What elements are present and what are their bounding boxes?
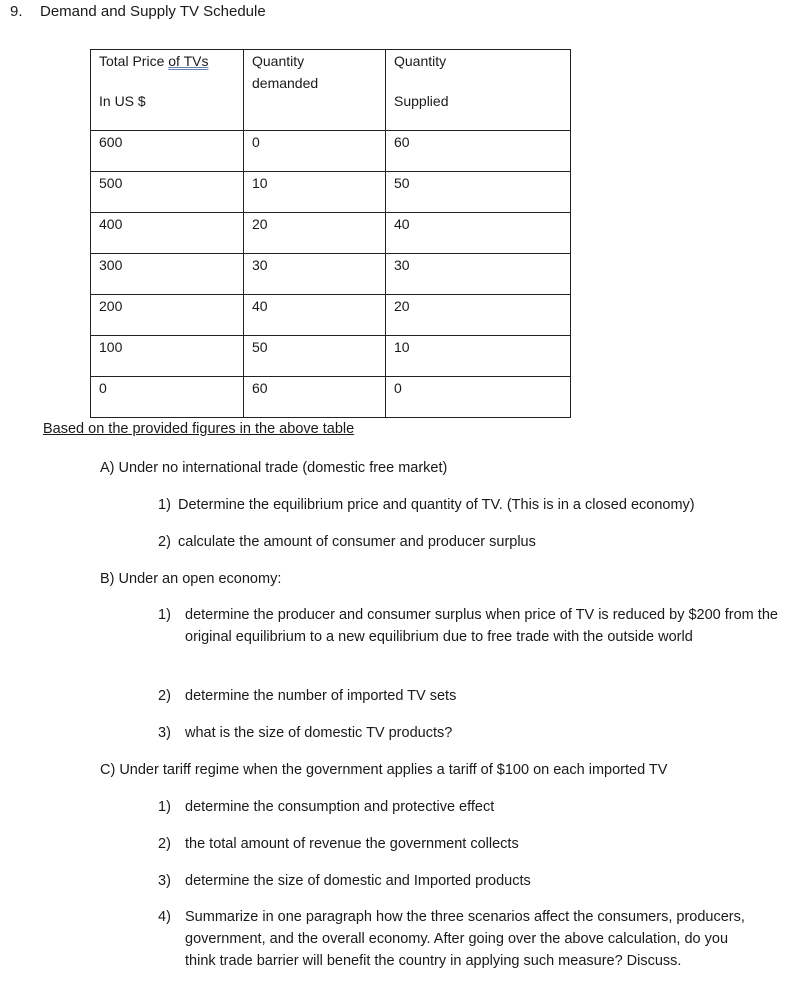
header-demanded	[244, 50, 386, 131]
table-header-row	[91, 50, 571, 131]
header-supplied-line1: Quantity	[394, 53, 447, 69]
cell-demanded: 50	[244, 336, 386, 377]
table-row	[91, 131, 571, 172]
table-row	[91, 295, 571, 336]
item-text: Summarize in one paragraph how the three scenarios affect the consumers, producers, government, and the overall economy. After going over the above calculation, do you think trade barrier will benefit the country in applying such measure? Discuss.	[185, 909, 745, 969]
item-text: calculate the amount of consumer and producer surplus	[178, 534, 536, 550]
table-row	[91, 172, 571, 213]
cell-supplied: 60	[386, 131, 571, 172]
item-text: what is the size of domestic TV products?	[185, 725, 453, 741]
cell-price: 400	[91, 213, 244, 254]
question-number: 9.	[10, 3, 23, 20]
section-c-item-1	[158, 796, 798, 818]
section-a-item-1	[158, 494, 798, 516]
item-number: 2)	[158, 534, 171, 550]
item-number: 1)	[158, 799, 171, 815]
cell-price: 100	[91, 336, 244, 377]
cell-supplied: 40	[386, 213, 571, 254]
item-text: the total amount of revenue the government collects	[185, 836, 519, 852]
cell-price: 500	[91, 172, 244, 213]
item-text: determine the consumption and protective effect	[185, 799, 495, 815]
question-heading	[10, 3, 266, 20]
header-demanded-line2: demanded	[252, 75, 319, 91]
cell-supplied: 0	[386, 377, 571, 418]
item-number: 3)	[158, 873, 171, 889]
table-row	[91, 254, 571, 295]
section-b-item-1	[158, 604, 783, 648]
cell-price: 200	[91, 295, 244, 336]
header-price	[91, 50, 244, 131]
item-text: Determine the equilibrium price and quantity of TV. (This is in a closed economy)	[178, 497, 695, 513]
cell-demanded: 30	[244, 254, 386, 295]
section-a-item-2	[158, 531, 798, 553]
section-b-title: B) Under an open economy:	[100, 571, 282, 587]
cell-price: 300	[91, 254, 244, 295]
cell-supplied: 50	[386, 172, 571, 213]
item-number: 1)	[158, 497, 171, 513]
cell-demanded: 40	[244, 295, 386, 336]
section-a-title: A) Under no international trade (domestic free market)	[100, 460, 448, 476]
item-number: 2)	[158, 836, 171, 852]
section-c-item-3	[158, 870, 798, 892]
table-row	[91, 213, 571, 254]
item-number: 3)	[158, 725, 171, 741]
section-b-item-3	[158, 722, 798, 744]
cell-demanded: 20	[244, 213, 386, 254]
cell-supplied: 30	[386, 254, 571, 295]
cell-price: 600	[91, 131, 244, 172]
header-price-text: Total Price	[99, 53, 169, 69]
table-row	[91, 377, 571, 418]
header-price-unit: In US $	[99, 93, 146, 109]
section-c-item-2	[158, 833, 798, 855]
cell-demanded: 0	[244, 131, 386, 172]
item-text: determine the number of imported TV sets	[185, 688, 457, 704]
table-caption: Based on the provided figures in the above table	[43, 421, 355, 437]
demand-supply-table	[90, 49, 571, 418]
item-number: 4)	[158, 909, 171, 925]
cell-supplied: 10	[386, 336, 571, 377]
item-text: determine the size of domestic and Imported products	[185, 873, 531, 889]
item-number: 2)	[158, 688, 171, 704]
item-text: determine the producer and consumer surplus when price of TV is reduced by $200 from the original equilibrium to a new equilibrium due to free trade with the outside world	[185, 607, 778, 645]
header-demanded-line1: Quantity	[252, 53, 305, 69]
cell-supplied: 20	[386, 295, 571, 336]
section-b-item-2	[158, 685, 798, 707]
question-title: Demand and Supply TV Schedule	[40, 3, 266, 20]
section-c-item-4	[158, 906, 758, 972]
table-row	[91, 336, 571, 377]
cell-price: 0	[91, 377, 244, 418]
item-number: 1)	[158, 607, 171, 623]
cell-demanded: 10	[244, 172, 386, 213]
header-supplied	[386, 50, 571, 131]
section-c-title: C) Under tariff regime when the government applies a tariff of $100 on each imported TV	[100, 762, 668, 778]
cell-demanded: 60	[244, 377, 386, 418]
header-supplied-line2: Supplied	[394, 93, 449, 109]
header-price-underlined: of TVs	[168, 53, 209, 69]
